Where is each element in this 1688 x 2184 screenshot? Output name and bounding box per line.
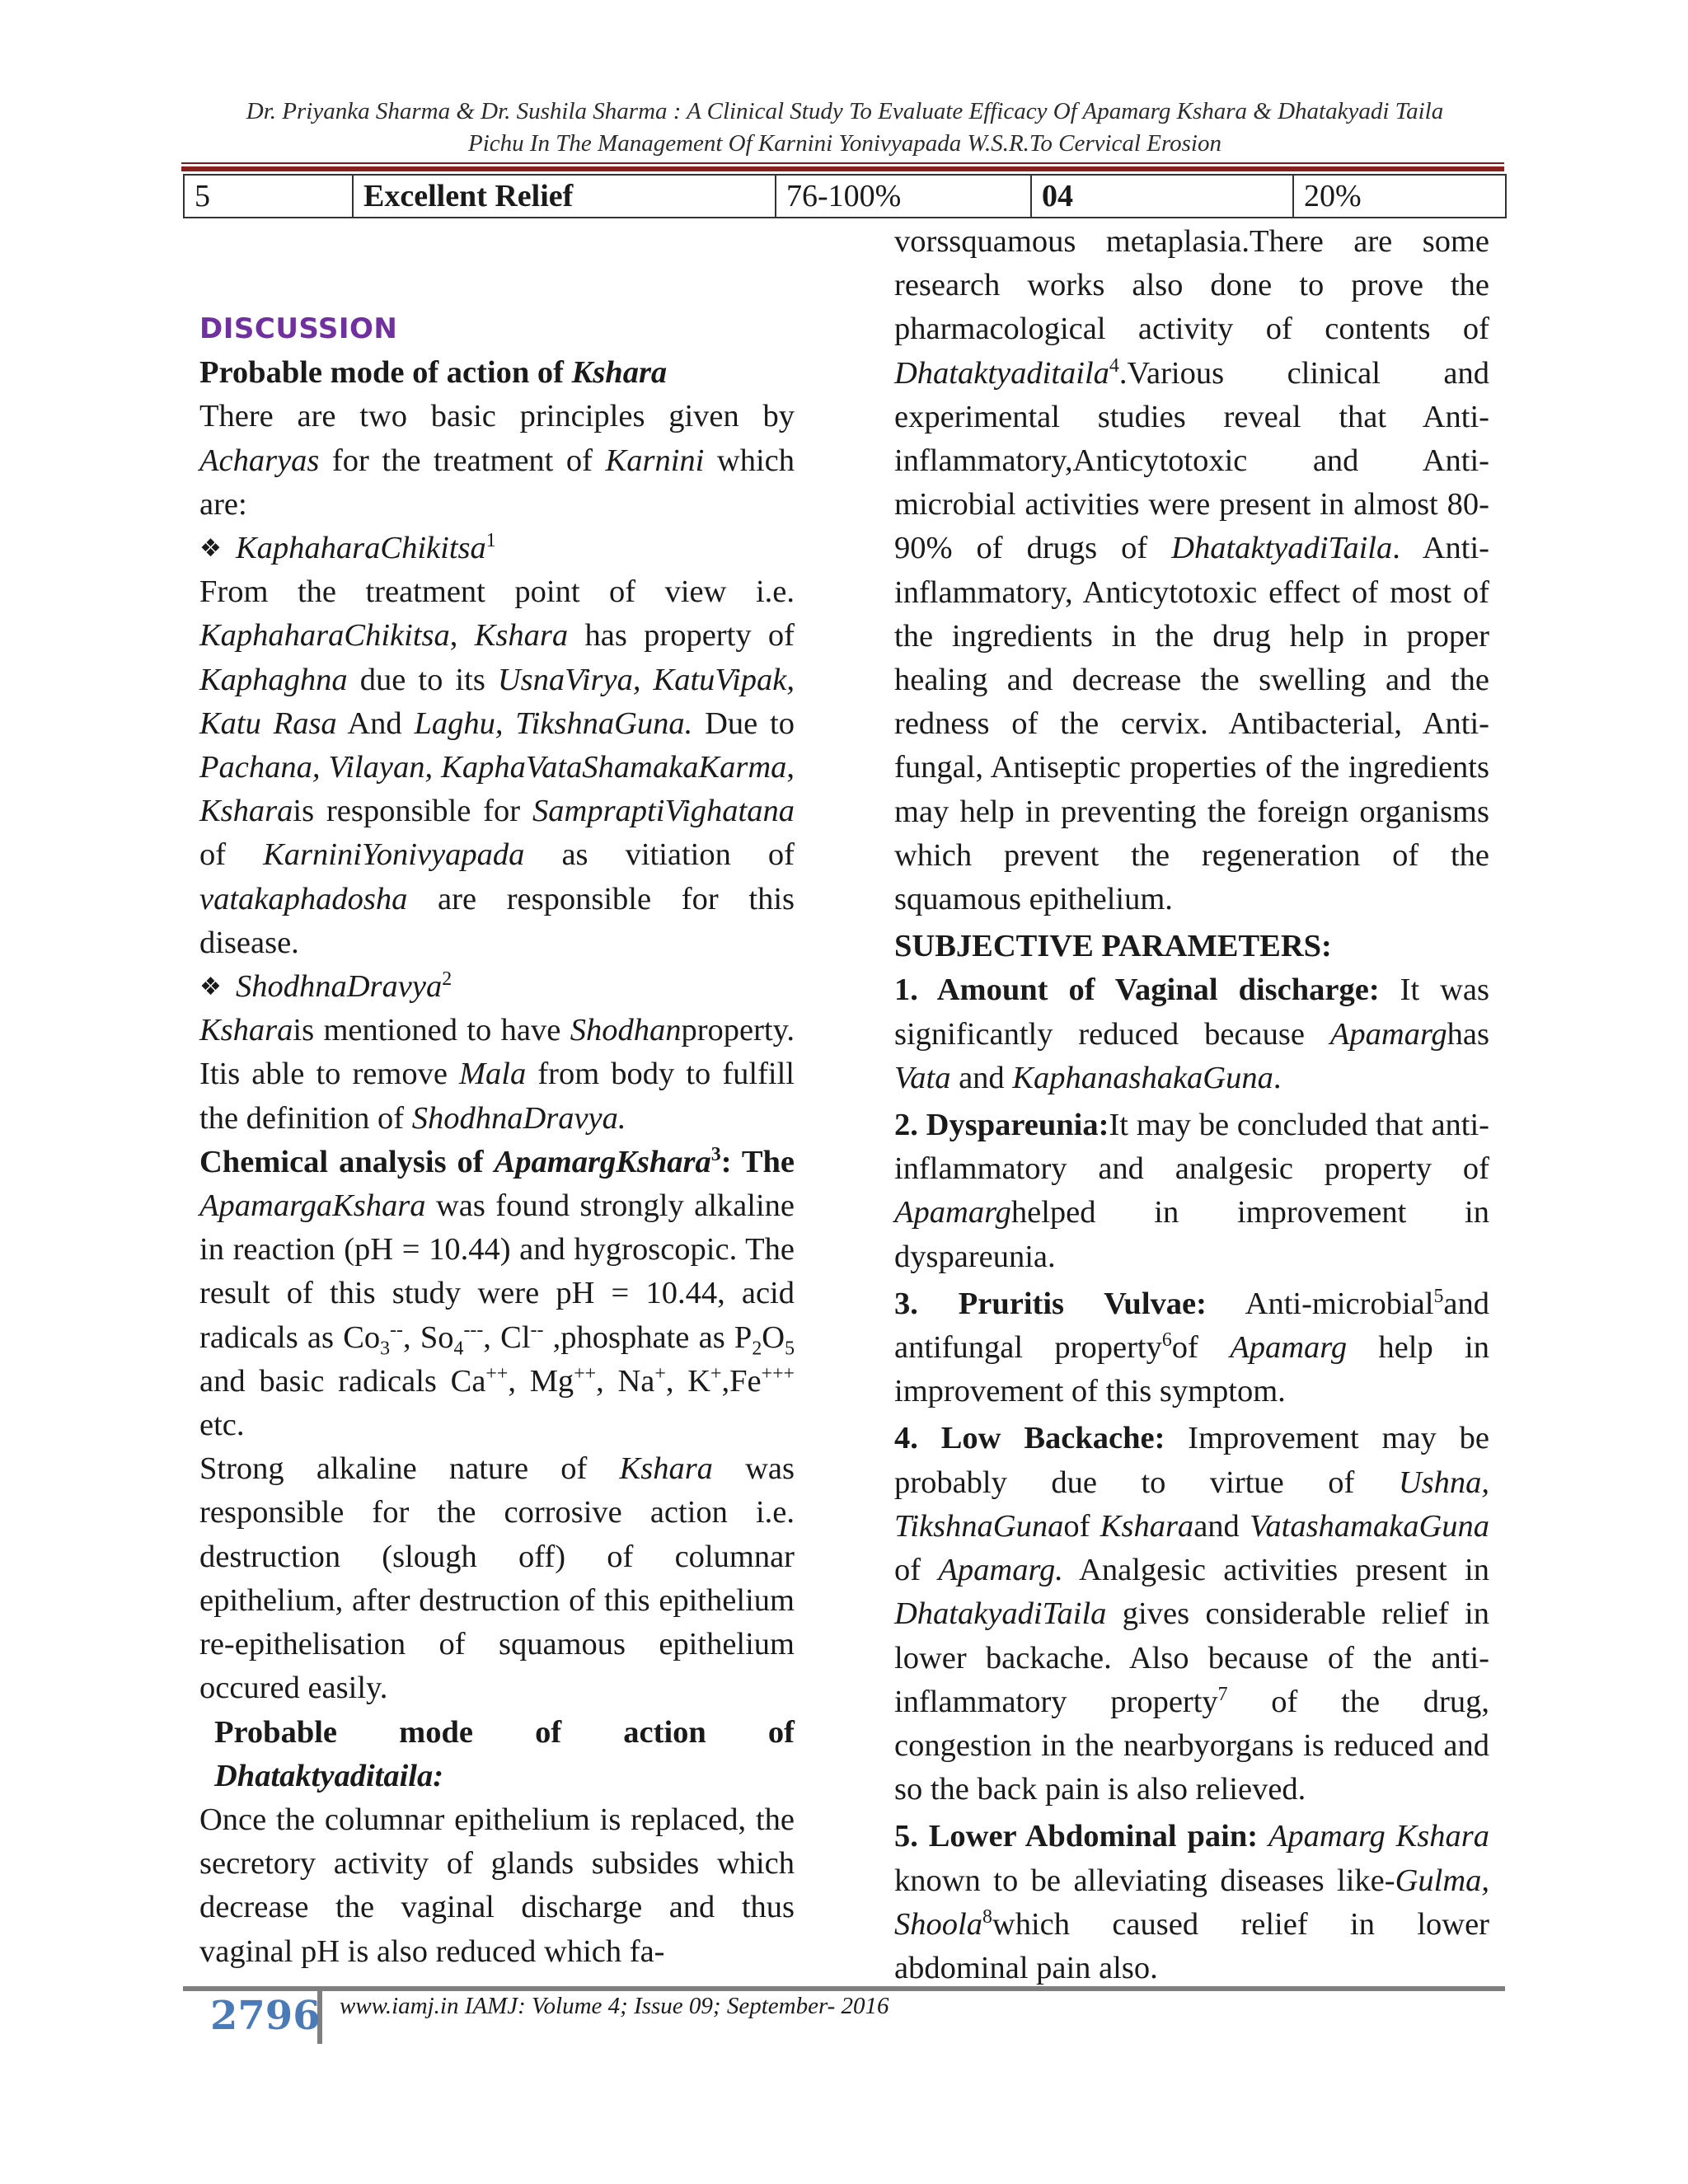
reference-2: 2 xyxy=(442,968,452,991)
chemical-analysis-paragraph: Chemical analysis of ApamargKshara$^3$: The ApamargaKshara was found strongly alkaline in reaction (pH = 10.44) and hygroscopic. The result of this study were pH = 10.44, acid radicals as $Co_3^{--}$, $So_4^{---}$, Cl-- ,phosphate as $P_2O_5$ and basic radicals Ca++, Mg++, Na+, K+,Fe+++ etc. xyxy=(199,1144,795,1443)
item-pruritis-vulvae: 3. Pruritis Vulvae: Anti-microbial$^5$and antifungal property$^6$of Apamarg help in improvement of this symptom. xyxy=(894,1286,1490,1409)
journal-citation: www.iamj.in IAMJ: Volume 4; Issue 09; September- 2016 xyxy=(340,1993,889,2019)
item-vaginal-discharge: 1. Amount of Vaginal discharge: It was significantly reduced because Apamarghas Vata and KaphanashakaGuna. xyxy=(894,972,1489,1095)
table-cell-count: 04 xyxy=(1031,175,1293,218)
reference-1: 1 xyxy=(485,530,496,552)
reference-7: 7 xyxy=(1217,1683,1228,1705)
discussion-heading: DISCUSSION xyxy=(199,312,398,345)
left-column xyxy=(199,307,795,1974)
reference-6: 6 xyxy=(1161,1329,1172,1352)
table-cell-grade: 5 xyxy=(184,175,353,218)
reference-4: 4 xyxy=(1109,354,1119,377)
header-line-1: Dr. Priyanka Sharma & Dr. Sushila Sharma : A Clinical Study To Evaluate Efficacy Of Apamarg Kshara & Dhatakyadi Taila xyxy=(246,98,1444,124)
shodhna-paragraph: Ksharais mentioned to have Shodhanproperty. Itis able to remove Mala from body to fulfill the definition of ShodhnaDravya. xyxy=(199,1013,795,1136)
reference-3: 3 xyxy=(710,1144,721,1166)
principles-intro: There are two basic principles given by Acharyas for the treatment of Karnini which are: xyxy=(199,399,795,522)
table-cell-range: 76-100% xyxy=(776,175,1031,218)
header-line-2: Pichu In The Management Of Karnini Yonivyapada W.S.R.To Cervical Erosion xyxy=(467,130,1221,157)
item-low-backache: 4. Low Backache: Improvement may be probably due to virtue of Ushna, TikshnaGunaof Ksharaand VatashamakaGuna of Apamarg. Analgesic activities present in DhatakyadiTaila gives considerable relief in lower backache. Also because of the anti-inflammatory property$^7$ of the drug, congestion in the nearbyorgans is reduced and so the back pain is also relieved. xyxy=(894,1421,1489,1807)
page-number: 2796 xyxy=(210,1993,321,2039)
kaphahara-paragraph: From the treatment point of view i.e. KaphaharaChikitsa, Kshara has property of Kaphaghna due to its UsnaVirya, KatuVipak, Katu Rasa And Laghu, TikshnaGuna. Due to Pachana, Vilayan, KaphaVataShamakaKarma, Ksharais responsible for SampraptiVighatana of KarniniYonivyapada as vitiation of vatakaphadosha are responsible for this disease. xyxy=(199,574,795,960)
diamond-bullet-icon: ❖ xyxy=(199,534,222,564)
header-rule-thick xyxy=(181,166,1504,171)
reference-8: 8 xyxy=(982,1905,992,1928)
item-dyspareunia: 2. Dyspareunia:It may be concluded that anti-inflammatory and analgesic property of Apamarghelped in improvement in dyspareunia. xyxy=(894,1108,1489,1274)
item-lower-abdominal-pain: 5. Lower Abdominal pain: Apamarg Kshara known to be alleviating diseases like-Gulma, Shoola$^8$which caused relief in lower abdominal pain also. xyxy=(894,1819,1490,1985)
metaplasia-paragraph: vorssquamous metaplasia.There are some research works also done to prove the pharmacological activity of contents of Dhataktyaditaila$^4$.Various clinical and experimental studies reveal that Anti-inflammatory,Anticytotoxic and Anti-microbial activities were present in almost 80-90% of drugs of DhataktyadiTaila. Anti-inflammatory, Anticytotoxic effect of most of the ingredients in the drug help in proper healing and decrease the swelling and the redness of the cervix. Antibacterial, Anti-fungal, Antiseptic properties of the ingredients may help in preventing the foreign organisms which prevent the regeneration of the squamous epithelium. xyxy=(894,224,1489,917)
results-table xyxy=(183,174,1507,218)
table-row xyxy=(184,175,1506,218)
footer-rule xyxy=(183,1986,1505,1991)
columnar-paragraph: Once the columnar epithelium is replaced, the secretory activity of glands subsides which decrease the vaginal discharge and thus vaginal pH is also reduced which fa- xyxy=(199,1802,795,1969)
alkaline-paragraph: Strong alkaline nature of Kshara was responsible for the corrosive action i.e. destruction (slough off) of columnar epithelium, after destruction of this epithelium re-epithelisation of squamous epithelium occured easily. xyxy=(199,1451,795,1706)
subjective-parameters-heading: SUBJECTIVE PARAMETERS: xyxy=(894,929,1332,964)
kshara-action-heading: Probable mode of action of Kshara xyxy=(199,355,668,391)
right-column xyxy=(894,220,1489,1990)
bullet-kaphahara: ❖ KaphaharaChikitsa$^1$ xyxy=(199,527,795,570)
reference-5: 5 xyxy=(1433,1286,1444,1308)
dhataktyadi-action-heading: Probable mode of action of Dhataktyaditaila: xyxy=(214,1714,795,1793)
diamond-bullet-icon: ❖ xyxy=(199,972,222,1002)
table-cell-percent: 20% xyxy=(1293,175,1506,218)
bullet-shodhna: ❖ ShodhnaDravya$^2$ xyxy=(199,965,795,1009)
table-cell-relief: Excellent Relief xyxy=(353,175,776,218)
header-rule-thin xyxy=(181,162,1504,164)
running-header xyxy=(165,96,1525,160)
